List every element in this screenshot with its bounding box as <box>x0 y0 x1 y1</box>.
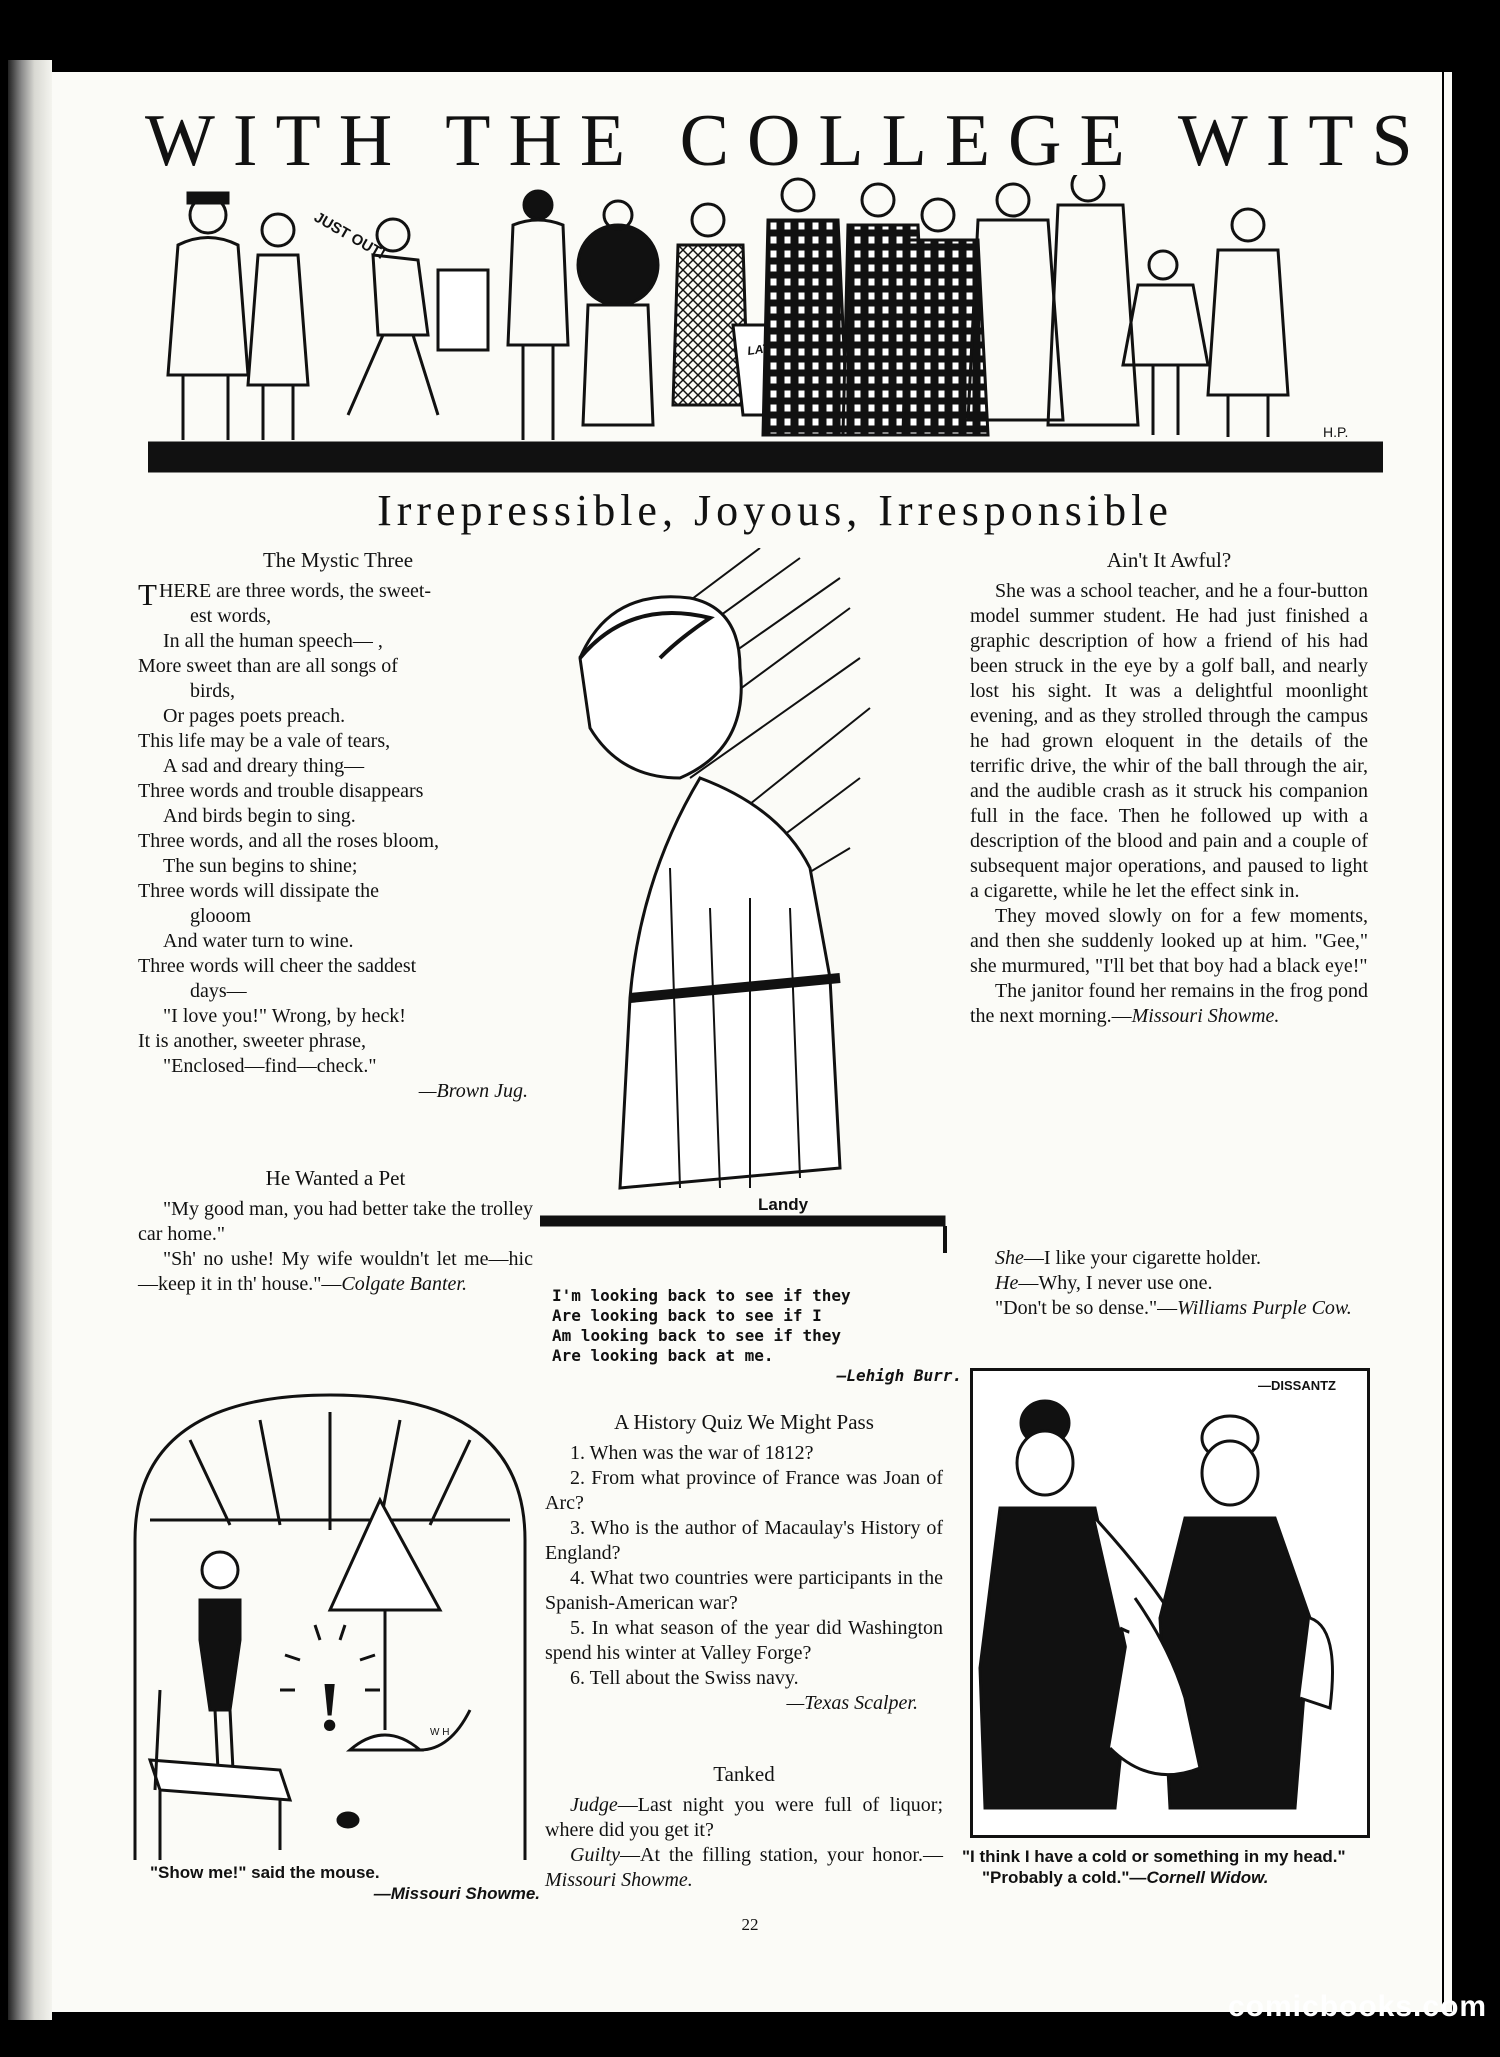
girl-caption-source: —Lehigh Burr. <box>836 1366 962 1385</box>
judge-label: Judge <box>570 1794 618 1816</box>
dissantz-signature: —DISSANTZ <box>1258 1378 1336 1393</box>
tanked-joke <box>545 1762 943 1893</box>
page-subtitle: Irrepressible, Joyous, Irresponsible <box>377 486 1173 535</box>
poem-line: In all the human speech— , <box>163 630 383 652</box>
mystic-three-source: —Brown Jug. <box>418 1080 528 1102</box>
exclamation-mark: ! <box>318 1669 342 1746</box>
fashion-women-cartoon <box>970 1368 1370 1838</box>
quiz-item: 1. When was the war of 1812? <box>570 1442 814 1464</box>
dense-line: "Don't be so dense."— <box>995 1297 1178 1319</box>
he-label: He <box>995 1272 1019 1294</box>
poem-line <box>138 577 538 612</box>
aint-it-awful-story <box>970 548 1368 1029</box>
poem-line: It is another, sweeter phrase, <box>138 1030 366 1052</box>
poem-line: The sun begins to shine; <box>163 855 358 877</box>
poem-line: And water turn to wine. <box>163 930 354 952</box>
page-title: WITH THE COLLEGE WITS <box>145 100 1431 182</box>
page-number: 22 <box>741 1915 759 1934</box>
poem-line: Or pages poets preach. <box>163 705 346 727</box>
quiz-item: 6. Tell about the Swiss navy. <box>570 1667 799 1689</box>
poem-lines <box>138 579 538 1079</box>
poem-line: glooom <box>190 905 252 927</box>
quiz-item: 2. From what province of France was Joan of Arc? <box>545 1467 943 1514</box>
mouse-caption <box>150 1862 540 1904</box>
quiz-item: 5. In what season of the year did Washington spend his winter at Valley Forge? <box>545 1617 943 1664</box>
mouse-caption-text: "Show me!" said the mouse. <box>150 1863 380 1882</box>
poem-line: A sad and dreary thing— <box>163 755 365 777</box>
poem-dropcap: T <box>138 577 157 612</box>
poem-line-text: HERE are three words, the sweet- <box>158 580 432 602</box>
poem-line: "Enclosed—find—check." <box>163 1055 377 1077</box>
quiz-item: 3. Who is the author of Macaulay's History of England? <box>545 1517 943 1564</box>
mystic-three-heading: The Mystic Three <box>262 548 414 572</box>
poem-line: Three words will dissipate the <box>138 880 380 902</box>
he-text: —Why, I never use one. <box>1018 1272 1213 1294</box>
girl-looking-back-cartoon <box>540 548 960 1283</box>
tanked-source: Missouri Showme. <box>545 1869 693 1891</box>
poem-line: Three words, and all the roses bloom, <box>138 830 440 852</box>
awful-source: Missouri Showme. <box>1131 1005 1280 1027</box>
landy-signature: Landy <box>758 1195 809 1214</box>
book-spine <box>8 60 52 2020</box>
tanked-heading: Tanked <box>713 1762 775 1786</box>
banner-signature: H.P. <box>1323 424 1349 440</box>
next-page-edge <box>1442 72 1452 2012</box>
quiz-item: 4. What two countries were participants in the Spanish-American war? <box>545 1567 943 1614</box>
cigarette-holder-joke <box>970 1246 1368 1321</box>
girl-cartoon-caption <box>552 1286 962 1386</box>
history-quiz-source: —Texas Scalper. <box>786 1692 918 1714</box>
poem-line: days— <box>190 980 247 1002</box>
awful-para2: They moved slowly on for a few moments, and then she suddenly looked up at him. "Gee," she murmured, "I'll bet that boy had a black eye!" <box>970 905 1368 977</box>
wanted-pet-para1: "My good man, you had better take the trolley car home." <box>138 1198 533 1245</box>
fashion-caption-line2: "Probably a cold."— <box>982 1868 1147 1887</box>
history-quiz-heading: A History Quiz We Might Pass <box>614 1410 874 1434</box>
watermark: comicbooks.com <box>1228 1990 1488 2023</box>
mouse-caption-source: —Missouri Showme. <box>373 1884 540 1903</box>
guilty-label: Guilty <box>570 1844 620 1866</box>
girl-caption-line: Are looking back at me. <box>552 1346 774 1365</box>
aint-it-awful-heading: Ain't It Awful? <box>1106 548 1232 572</box>
just-out-sign: JUST OUT! <box>311 208 389 264</box>
girl-caption-line: Are looking back to see if I <box>552 1306 822 1325</box>
mystic-three-poem <box>138 548 538 1104</box>
wanted-pet-joke <box>138 1166 533 1297</box>
wanted-pet-para2: "Sh' no ushe! My wife wouldn't let me—hic—keep it in th' house."— <box>138 1248 533 1295</box>
poem-line: This life may be a vale of tears, <box>138 730 391 752</box>
fashion-cartoon-caption <box>962 1846 1372 1888</box>
poem-line: More sweet than are all songs of <box>138 655 398 677</box>
judge-text: —Last night you were full of liquor; where did you get it? <box>545 1794 943 1841</box>
crowd-banner-illustration <box>148 175 1383 475</box>
poem-line: birds, <box>190 680 235 702</box>
she-text: —I like your cigarette holder. <box>1023 1247 1262 1269</box>
wanted-pet-heading: He Wanted a Pet <box>265 1166 406 1190</box>
poem-line: est words, <box>190 605 272 627</box>
mouse-cartoon <box>130 1390 530 1860</box>
poem-line: Three words will cheer the saddest <box>138 955 417 977</box>
fashion-caption-line1: "I think I have a cold or something in my head." <box>962 1847 1346 1866</box>
poem-line: Three words and trouble disappears <box>138 780 424 802</box>
poem-line: And birds begin to sing. <box>163 805 356 827</box>
she-label: She <box>995 1247 1024 1269</box>
fashion-caption-source: Cornell Widow. <box>1146 1868 1269 1887</box>
history-quiz <box>545 1410 943 1716</box>
awful-para1: She was a school teacher, and he a four-button model summer student. He had just finished a graphic description of how a friend of his had been struck in the eye by a golf ball, and nearly lost his sight. It was a delightful moonlight evening, and as they strolled through the campus he had grown eloquent in the details of the terrific drive, the whir of the ball through the air, and the audible crash as it struck his companion full in the face. Then he followed up with a description of the blood and pain and a couple of subsequent major operations, and paused to light a cigarette, while he let the effect sink in. <box>970 580 1368 902</box>
girl-caption-line: Am looking back to see if they <box>552 1326 841 1345</box>
girl-caption-line: I'm looking back to see if they <box>552 1286 851 1305</box>
awful-para3: The janitor found her remains in the frog pond the next morning.— <box>970 980 1368 1027</box>
guilty-text: —At the filling station, your honor.— <box>620 1844 943 1866</box>
wanted-pet-source: Colgate Banter. <box>341 1273 467 1295</box>
poem-line: "I love you!" Wrong, by heck! <box>163 1005 406 1027</box>
cigarette-joke-source: Williams Purple Cow. <box>1177 1297 1352 1319</box>
mouse-artist-initials: W H <box>430 1727 450 1738</box>
